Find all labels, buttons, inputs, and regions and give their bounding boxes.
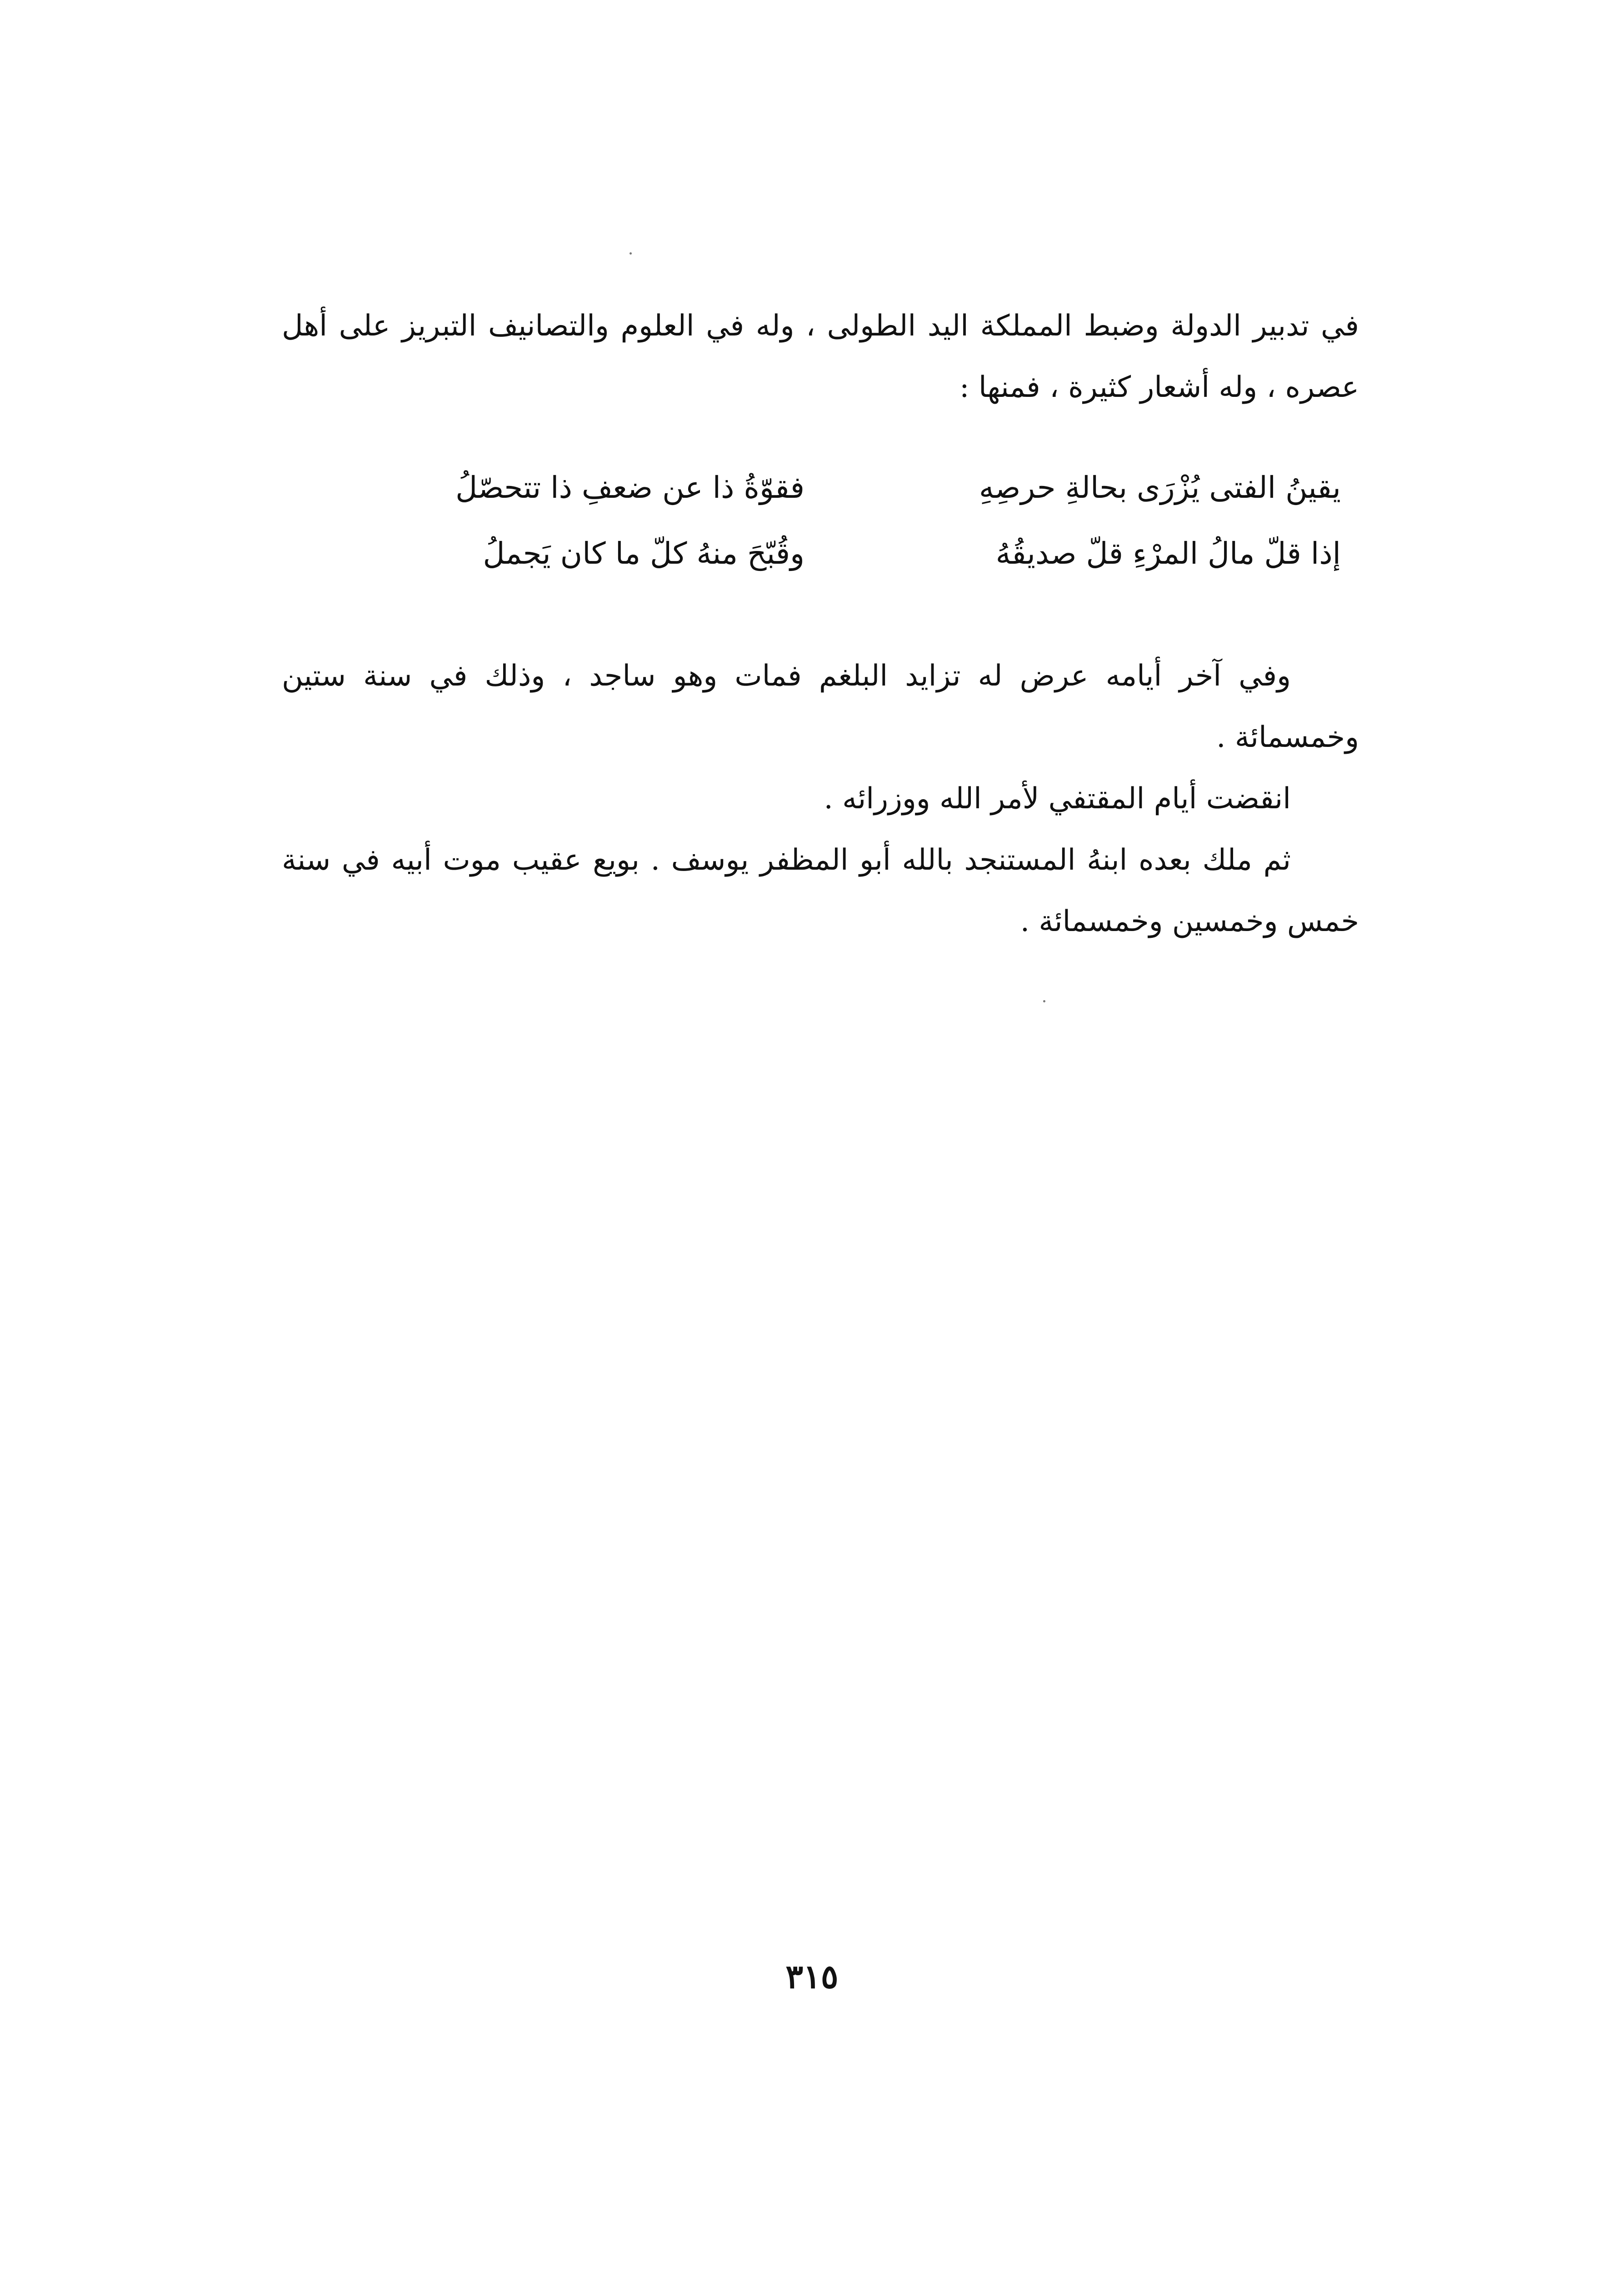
- poem-verses: [314, 455, 1341, 586]
- body-paragraphs: [282, 646, 1359, 952]
- ink-speck: [630, 252, 632, 255]
- ink-speck: [1043, 1000, 1045, 1002]
- verse-line-1: [314, 455, 1341, 521]
- verse-line-2: [314, 521, 1341, 586]
- succession-paragraph: ثم ملك بعده ابنهُ المستنجد بالله أبو المظفر يوسف . بويع عقيب موت أبيه في سنة خمس وخمسين وخمسمائة .: [282, 843, 1359, 938]
- verse-2-first-hemistich: إذا قلّ مالُ المرْءِ قلّ صديقُهُ: [995, 536, 1341, 571]
- verse-2-second-hemistich: وقُبّحَ منهُ كلّ ما كان يَجملُ: [483, 536, 805, 571]
- death-paragraph: وفي آخر أيامه عرض له تزايد البلغم فمات وهو ساجد ، وذلك في سنة ستين وخمسمائة .: [282, 659, 1359, 754]
- page-number: ٣١٥: [785, 1957, 839, 1996]
- intro-paragraph-block: [282, 295, 1359, 418]
- reign-end-paragraph: انقضت أيام المقتفي لأمر الله ووزرائه .: [824, 782, 1291, 816]
- intro-paragraph: في تدبير الدولة وضبط المملكة اليد الطولى ، وله في العلوم والتصانيف التبريز على أهل عصره ، وله أشعار كثيرة ، فمنها :: [282, 309, 1359, 404]
- verse-1-first-hemistich: يقينُ الفتى يُزْرَى بحالةِ حرصِهِ: [979, 470, 1341, 505]
- verse-1-second-hemistich: فقوّةُ ذا عن ضعفِ ذا تتحصّلُ: [455, 470, 805, 505]
